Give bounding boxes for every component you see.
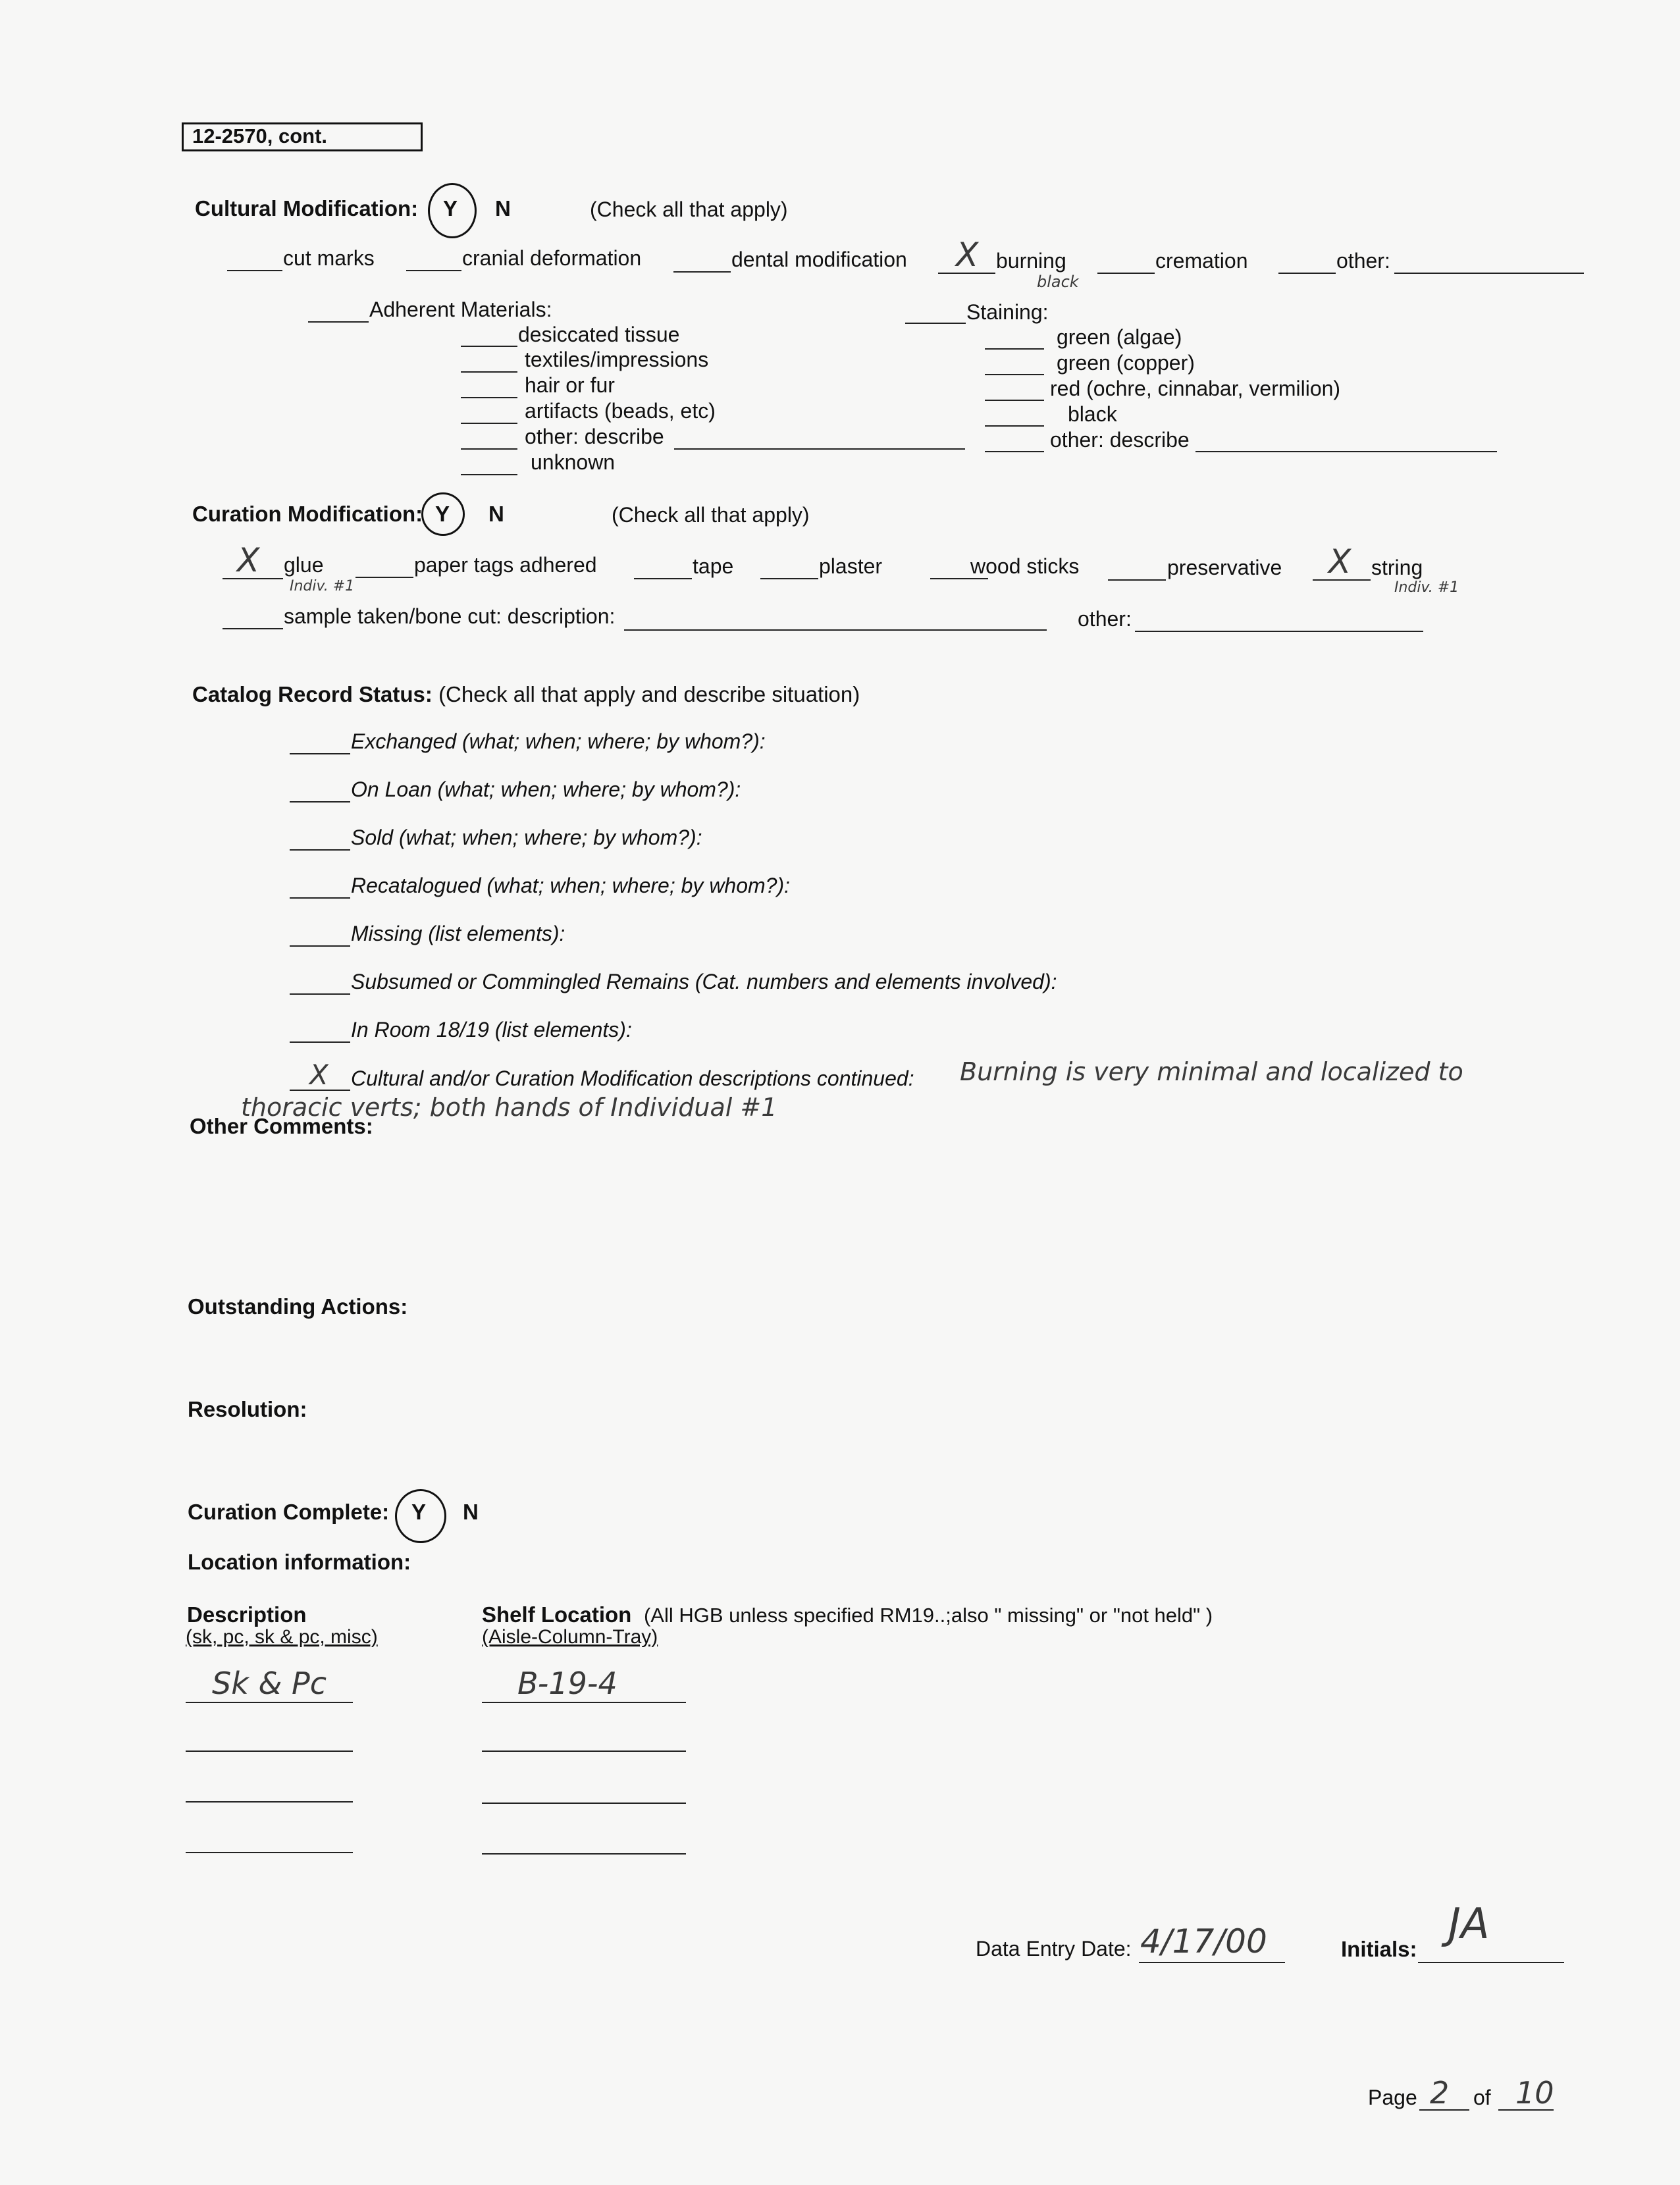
curation-other-label: other: — [1078, 607, 1132, 631]
cultural-yes: Y — [443, 196, 458, 221]
status-item: In Room 18/19 (list elements): — [351, 1018, 632, 1041]
catalog-status-label: Catalog Record Status: — [192, 682, 433, 706]
status-blank-1 — [290, 801, 350, 803]
burning-label: burning — [996, 249, 1066, 273]
paper-tags-label: paper tags adhered — [414, 553, 597, 577]
initials-label: Initials: — [1341, 1937, 1417, 1961]
adherent-item: other: describe — [525, 425, 664, 448]
description-line-0 — [186, 1702, 353, 1703]
staining-blank-4 — [985, 451, 1044, 452]
glue-note: Indiv. #1 — [290, 578, 355, 594]
curation-complete-no: N — [463, 1500, 479, 1524]
other-label: other: — [1336, 249, 1390, 273]
other-fill-line — [1394, 273, 1584, 274]
description-label: Description — [187, 1602, 307, 1627]
staining-blank-3 — [985, 425, 1044, 427]
description-line-2 — [186, 1801, 353, 1803]
curation-yes: Y — [435, 502, 450, 526]
sample-fill-line — [624, 629, 1047, 631]
staining-item: green (algae) — [1057, 325, 1182, 349]
other-blank — [1278, 273, 1336, 274]
string-note: Indiv. #1 — [1394, 579, 1459, 596]
status-item: Subsumed or Commingled Remains (Cat. numbers and elements involved): — [351, 970, 1057, 993]
adherent-blank-4 — [461, 448, 517, 450]
adherent-blank — [308, 321, 369, 323]
cultural-no: N — [495, 196, 511, 221]
adherent-blank-5 — [461, 474, 517, 475]
adherent-item: artifacts (beads, etc) — [525, 399, 716, 423]
description-line-1 — [186, 1751, 353, 1752]
outstanding-actions-label: Outstanding Actions: — [188, 1294, 408, 1319]
of-label: of — [1473, 2086, 1491, 2109]
cremation-blank — [1097, 273, 1155, 274]
adherent-blank-3 — [461, 423, 517, 424]
cut-marks-label: cut marks — [283, 246, 375, 270]
curation-complete-yes: Y — [411, 1500, 427, 1524]
shelf-note: (All HGB unless specified RM19..;also " missing" or "not held" ) — [643, 1604, 1213, 1627]
adherent-other-line — [674, 448, 965, 450]
page-number-line — [1419, 2109, 1469, 2111]
preservative-blank — [1108, 579, 1166, 581]
initials-line — [1418, 1962, 1564, 1963]
status-item: Sold (what; when; where; by whom?): — [351, 826, 702, 849]
curation-modification-label: Curation Modification: — [192, 502, 423, 526]
status-item: Cultural and/or Curation Modification descriptions continued: — [351, 1066, 914, 1090]
cultural-instruction: (Check all that apply) — [590, 197, 788, 221]
adherent-label: Adherent Materials: — [369, 298, 552, 321]
staining-blank — [905, 323, 966, 324]
resolution-label: Resolution: — [188, 1397, 307, 1421]
description-value: Sk & Pc — [212, 1666, 327, 1701]
tape-blank — [634, 578, 692, 579]
string-check-mark: X — [1328, 542, 1352, 581]
shelf-heading — [482, 1602, 1213, 1627]
staining-blank-0 — [985, 348, 1044, 350]
status-blank-2 — [290, 849, 350, 851]
staining-item: other: describe — [1050, 428, 1190, 452]
glue-check-mark: X — [237, 541, 260, 579]
staining-item: red (ochre, cinnabar, vermilion) — [1050, 377, 1341, 400]
curation-other-line — [1135, 631, 1423, 632]
status-item: Exchanged (what; when; where; by whom?): — [351, 729, 766, 753]
preservative-label: preservative — [1167, 556, 1282, 579]
location-information-label: Location information: — [188, 1550, 411, 1574]
adherent-blank-1 — [461, 371, 517, 373]
adherent-item: unknown — [531, 450, 616, 474]
page-total-line — [1498, 2109, 1554, 2111]
cut-marks-blank — [227, 270, 282, 271]
status-item: Recatalogued (what; when; where; by whom?): — [351, 874, 791, 897]
curation-instruction: (Check all that apply) — [612, 503, 810, 527]
paper-tags-blank — [355, 577, 413, 578]
continued-note-line1: Burning is very minimal and localized to — [960, 1057, 1463, 1086]
continued-note-line2: thoracic verts; both hands of Individual #1 — [241, 1093, 777, 1122]
adherent-blank-0 — [461, 346, 517, 347]
sample-blank — [223, 628, 283, 629]
status-blank-3 — [290, 897, 350, 899]
status-blank-5 — [290, 993, 350, 995]
description-sublabel: (sk, pc, sk & pc, misc) — [186, 1626, 378, 1648]
plaster-label: plaster — [819, 554, 883, 578]
curation-complete-label: Curation Complete: — [188, 1500, 390, 1524]
shelf-label: Shelf Location — [482, 1602, 632, 1627]
staining-blank-2 — [985, 400, 1044, 401]
page-number: 2 — [1430, 2075, 1450, 2111]
shelf-line-2 — [482, 1803, 686, 1804]
staining-item: black — [1068, 402, 1117, 426]
sample-label: sample taken/bone cut: description: — [284, 604, 616, 628]
shelf-line-3 — [482, 1853, 686, 1855]
shelf-sublabel: (Aisle-Column-Tray) — [482, 1626, 658, 1648]
burning-check-mark: X — [956, 236, 979, 274]
status-item: On Loan (what; when; where; by whom?): — [351, 777, 741, 801]
page-total: 10 — [1515, 2075, 1554, 2111]
status-blank-0 — [290, 753, 350, 754]
data-entry-label: Data Entry Date: — [976, 1937, 1132, 1961]
curation-no: N — [488, 502, 504, 526]
cranial-label: cranial deformation — [462, 246, 642, 270]
wood-sticks-label: wood sticks — [970, 554, 1080, 578]
dental-blank — [673, 271, 731, 273]
adherent-blank-2 — [461, 397, 517, 398]
description-line-3 — [186, 1852, 353, 1853]
staining-blank-1 — [985, 374, 1044, 375]
status-item: Missing (list elements): — [351, 922, 565, 945]
shelf-line-1 — [482, 1751, 686, 1752]
cremation-label: cremation — [1155, 249, 1248, 273]
continued-check-mark: X — [309, 1059, 328, 1091]
staining-other-line — [1195, 451, 1497, 452]
dental-label: dental modification — [731, 248, 907, 271]
cranial-blank — [406, 270, 461, 271]
other-comments-label: Other Comments: — [190, 1114, 373, 1138]
tape-label: tape — [693, 554, 734, 578]
cultural-modification-label: Cultural Modification: — [195, 196, 419, 221]
adherent-item: hair or fur — [525, 373, 615, 397]
burning-note: black — [1037, 273, 1079, 291]
page-label: Page — [1368, 2086, 1417, 2109]
catalog-status-instruction: (Check all that apply and describe situation) — [438, 682, 860, 706]
plaster-blank — [760, 578, 818, 579]
status-blank-4 — [290, 945, 350, 947]
adherent-item: desiccated tissue — [518, 323, 680, 346]
adherent-item: textiles/impressions — [525, 348, 709, 371]
staining-item: green (copper) — [1057, 351, 1195, 375]
data-entry-line — [1139, 1962, 1285, 1963]
shelf-line-0 — [482, 1702, 686, 1703]
shelf-value: B-19-4 — [517, 1666, 617, 1701]
glue-label: glue — [284, 553, 324, 577]
staining-label: Staining: — [966, 300, 1049, 324]
string-label: string — [1371, 556, 1423, 579]
data-entry-value: 4/17/00 — [1140, 1922, 1267, 1961]
catalog-id: 12-2570, cont. — [192, 124, 328, 147]
status-blank-6 — [290, 1041, 350, 1043]
initials-value: JA — [1448, 1900, 1490, 1949]
catalog-status-heading — [192, 682, 860, 707]
